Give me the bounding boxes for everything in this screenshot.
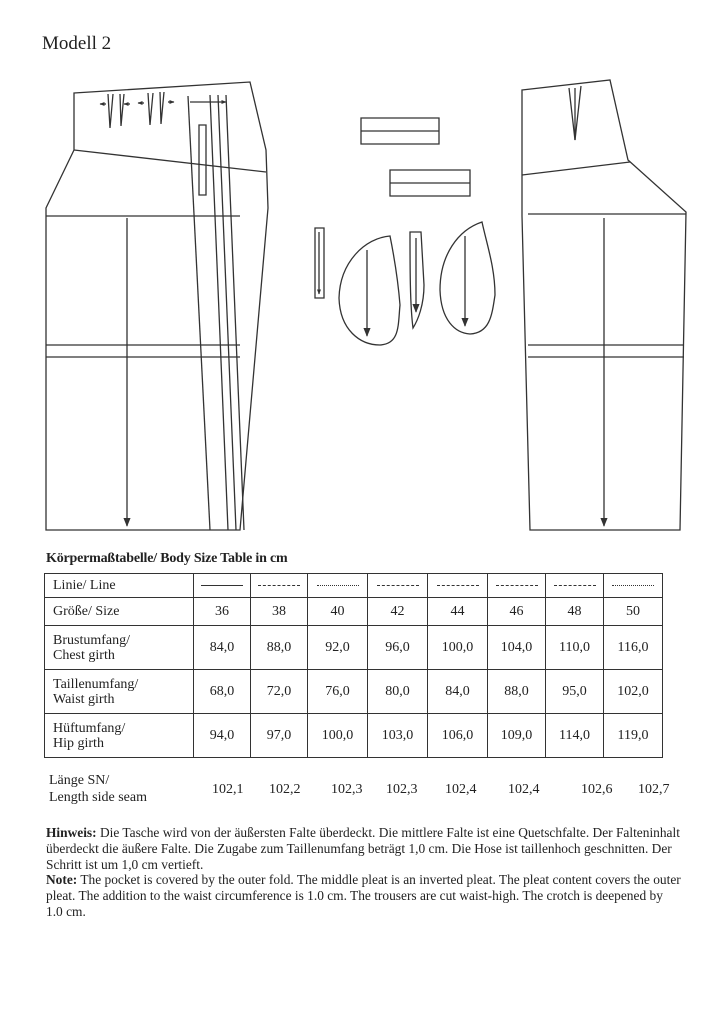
body-size-table <box>44 573 663 758</box>
line-style-cell <box>546 574 604 598</box>
table-cell: 95,0 <box>546 670 604 714</box>
line-style-cell <box>604 574 663 598</box>
length-value: 102,1 <box>212 782 244 797</box>
length-value: 102,6 <box>581 782 613 797</box>
line-style-sample <box>258 585 300 586</box>
line-style-cell <box>368 574 428 598</box>
table-cell: 103,0 <box>368 714 428 758</box>
table-cell: 48 <box>546 598 604 626</box>
table-cell: 102,0 <box>604 670 663 714</box>
table-cell: 80,0 <box>368 670 428 714</box>
belt-loop-piece <box>315 228 324 298</box>
table-row <box>45 598 663 626</box>
row-label: Taillenumfang/ Waist girth <box>45 670 194 714</box>
table-cell: 38 <box>251 598 308 626</box>
row-label: Größe/ Size <box>45 598 194 626</box>
line-style-cell <box>194 574 251 598</box>
table-heading: Körpermaßtabelle/ Body Size Table in cm <box>46 551 288 566</box>
table-cell: 36 <box>194 598 251 626</box>
table-cell: 104,0 <box>488 626 546 670</box>
row-label: Hüftumfang/ Hip girth <box>45 714 194 758</box>
table-cell: 109,0 <box>488 714 546 758</box>
pocket-bag-piece-1 <box>339 236 400 345</box>
page-title: Modell 2 <box>42 33 112 54</box>
table-row <box>45 670 663 714</box>
table-cell: 84,0 <box>428 670 488 714</box>
table-cell: 110,0 <box>546 626 604 670</box>
table-cell: 76,0 <box>308 670 368 714</box>
line-style-sample <box>317 585 359 586</box>
line-style-sample <box>554 585 596 586</box>
table-cell: 92,0 <box>308 626 368 670</box>
length-value: 102,7 <box>638 782 670 797</box>
table-cell: 68,0 <box>194 670 251 714</box>
line-style-sample <box>437 585 479 586</box>
note-english: Note: The pocket is covered by the outer fold. The middle pleat is an inverted pleat. The pleat content covers the outer pleat. The addition to the waist circumference is 1.0 cm. The trousers are cut waist-high. The crotch is deepened by 1.0 cm. <box>46 872 681 919</box>
row-label: Brustumfang/ Chest girth <box>45 626 194 670</box>
table-cell: 84,0 <box>194 626 251 670</box>
waistband-piece-2 <box>390 170 470 196</box>
table-cell: 88,0 <box>251 626 308 670</box>
table-cell: 114,0 <box>546 714 604 758</box>
line-style-cell <box>428 574 488 598</box>
table-cell: 50 <box>604 598 663 626</box>
table-cell: 42 <box>368 598 428 626</box>
facing-piece <box>410 232 424 328</box>
line-style-sample <box>496 585 538 586</box>
length-value: 102,3 <box>331 782 363 797</box>
length-value: 102,2 <box>269 782 301 797</box>
table-cell: 100,0 <box>308 714 368 758</box>
table-row <box>45 626 663 670</box>
line-style-sample <box>201 585 243 586</box>
table-cell: 94,0 <box>194 714 251 758</box>
front-trouser-piece <box>46 82 268 530</box>
table-cell: 88,0 <box>488 670 546 714</box>
table-cell: 119,0 <box>604 714 663 758</box>
line-style-cell <box>488 574 546 598</box>
table-cell: 40 <box>308 598 368 626</box>
table-cell: 116,0 <box>604 626 663 670</box>
length-value: 102,3 <box>386 782 418 797</box>
table-cell: 46 <box>488 598 546 626</box>
table-cell: 44 <box>428 598 488 626</box>
table-row <box>45 714 663 758</box>
length-value: 102,4 <box>508 782 540 797</box>
length-value: 102,4 <box>445 782 477 797</box>
note-german: Hinweis: Die Tasche wird von der äußersten Falte überdeckt. Die mittlere Falte ist eine Quetschfalte. Der Falteninhalt überdeckt die äußere Falte. Die Zugabe zum Taillenumfang beträgt 1,0 cm. Die Hose ist taillenhoch geschnitten. Der Schritt ist um 1,0 cm vertieft. <box>46 825 680 872</box>
table-cell: 96,0 <box>368 626 428 670</box>
length-label: Länge SN/ Length side seam <box>49 773 147 805</box>
row-label: Linie/ Line <box>45 574 194 598</box>
line-style-cell <box>251 574 308 598</box>
back-trouser-piece <box>522 80 686 530</box>
pocket-bag-piece-2 <box>440 222 495 334</box>
table-row <box>45 574 663 598</box>
notes <box>46 825 682 920</box>
table-cell: 72,0 <box>251 670 308 714</box>
line-style-sample <box>612 585 654 586</box>
table-cell: 106,0 <box>428 714 488 758</box>
line-style-sample <box>377 585 419 586</box>
table-cell: 100,0 <box>428 626 488 670</box>
table-cell: 97,0 <box>251 714 308 758</box>
line-style-cell <box>308 574 368 598</box>
waistband-piece-1 <box>361 118 439 144</box>
